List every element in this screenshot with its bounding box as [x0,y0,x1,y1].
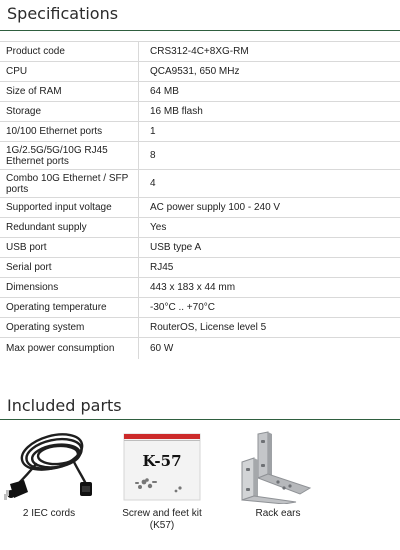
spec-label: CPU [0,62,139,82]
spec-value: 1 [139,122,400,142]
spec-value: 8 [139,142,400,170]
table-row [0,62,400,82]
spec-label: Redundant supply [0,218,139,238]
spec-label: 1G/2.5G/5G/10G RJ45 Ethernet ports [0,142,139,170]
spec-value: Yes [139,218,400,238]
table-row [0,318,400,338]
heading-divider [0,419,400,420]
table-row [0,338,400,359]
spec-label: Supported input voltage [0,198,139,218]
spec-value: RouterOS, License level 5 [139,318,400,338]
spec-value: USB type A [139,238,400,258]
part-label: Screw and feet kit (K57) [122,508,202,531]
spec-value: AC power supply 100 - 240 V [139,198,400,218]
specifications-table [0,41,400,359]
spec-value: 60 W [150,342,174,354]
table-row [0,298,400,318]
spec-label: Size of RAM [0,82,139,102]
spec-value: RJ45 [139,258,400,278]
table-row [0,42,400,62]
table-row [0,102,400,122]
spec-label: Operating temperature [0,298,139,318]
spec-label: Dimensions [0,278,139,298]
spec-label: Max power consumption [0,338,139,359]
bag-label-text: K-57 [142,452,182,470]
power-cord-image [2,430,96,504]
table-row [0,142,400,170]
included-part-iec-cords [0,430,98,520]
spec-value: 16 MB flash [139,102,400,122]
spec-label: Product code [0,42,139,62]
spec-label: Operating system [0,318,139,338]
part-label: 2 IEC cords [22,508,76,519]
spec-value: 64 MB [139,82,400,102]
table-row [0,278,400,298]
spec-value: CRS312-4C+8XG-RM [139,42,400,62]
table-row [0,170,400,198]
included-part-rack-ears [226,430,330,520]
spec-label: Combo 10G Ethernet / SFP ports [0,170,139,198]
included-part-screw-kit [112,430,212,532]
spec-value: 443 x 183 x 44 mm [139,278,400,298]
table-row [0,82,400,102]
included-parts-heading: Included parts [7,396,122,415]
part-label: Rack ears [255,508,301,519]
spec-label: Storage [0,102,139,122]
spec-label: 10/100 Ethernet ports [0,122,139,142]
screw-kit-bag-image [120,430,204,504]
spec-value: 4 [139,170,400,198]
specifications-heading: Specifications [7,4,119,23]
table-row [0,238,400,258]
rack-ears-image [238,430,318,504]
table-row [0,122,400,142]
spec-label: USB port [0,238,139,258]
heading-divider [0,30,400,31]
table-row [0,258,400,278]
spec-label: Serial port [0,258,139,278]
table-row [0,218,400,238]
table-row [0,198,400,218]
spec-value: QCA9531, 650 MHz [139,62,400,82]
spec-value: -30°C .. +70°C [139,298,400,318]
